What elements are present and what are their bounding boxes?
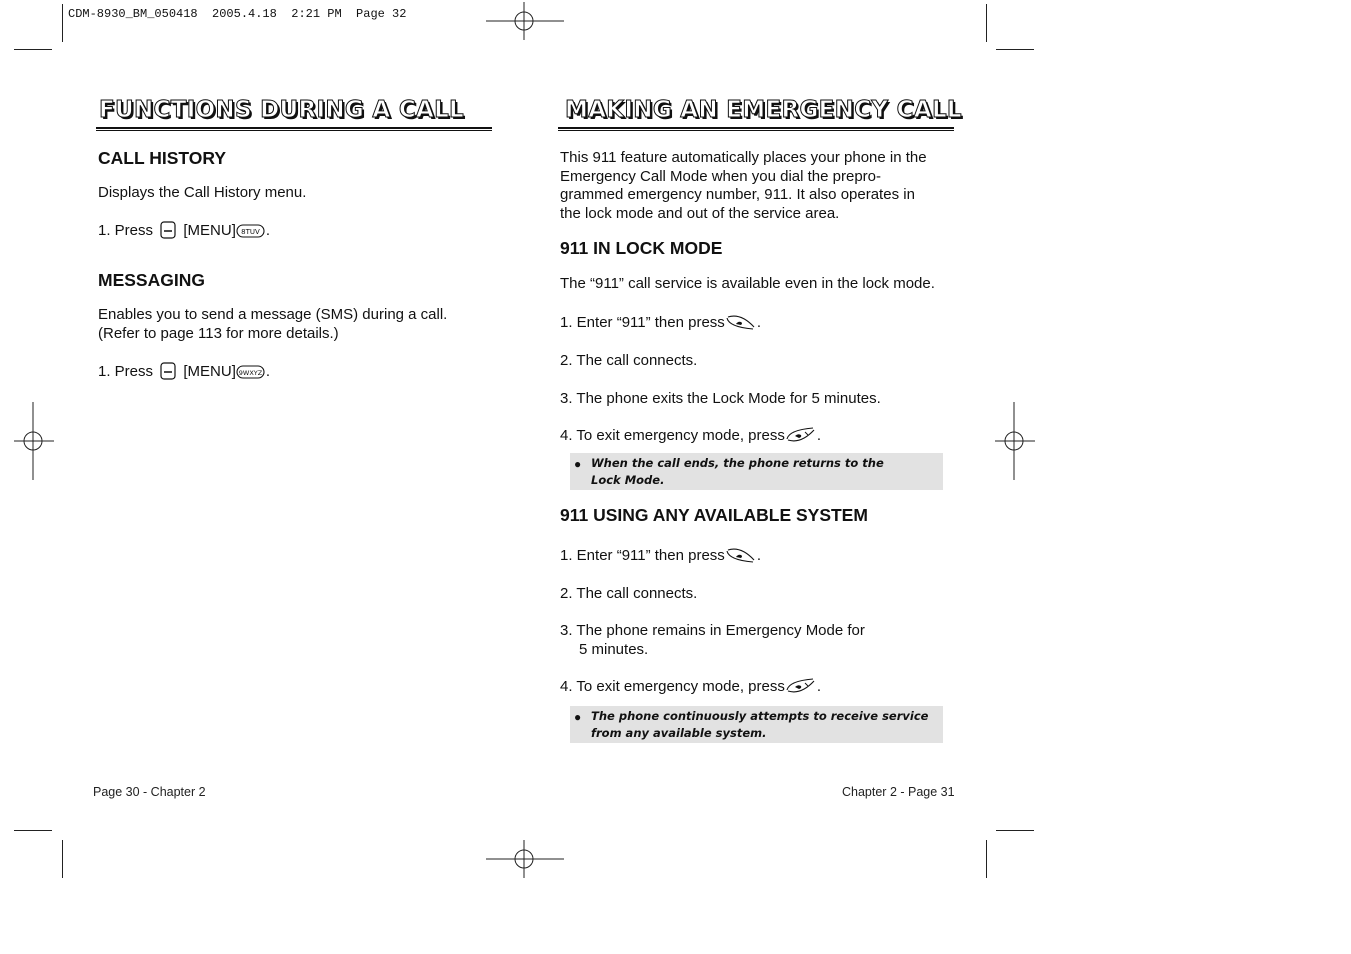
page-title: MAKING AN EMERGENCY CALL — [565, 97, 962, 123]
lock-mode-step-4 — [560, 426, 821, 445]
call-history-description: Displays the Call History menu. — [98, 184, 307, 201]
key-9-wxyz-icon — [236, 364, 266, 380]
any-system-step-3 — [560, 621, 865, 659]
intro-line: Emergency Call Mode when you dial the prepro- — [560, 167, 881, 185]
step-suffix: . — [816, 678, 822, 695]
soft-key-icon — [157, 221, 179, 239]
page-title: FUNCTIONS DURING A CALL — [99, 97, 465, 123]
step-text: 4. To exit emergency mode, press — [560, 678, 785, 695]
page-footer: Page 30 - Chapter 2 — [93, 785, 206, 799]
print-slug: CDM-8930_BM_050418 2005.4.18 2:21 PM Page 32 — [68, 7, 407, 21]
registration-mark-icon — [995, 402, 1035, 480]
svg-text:8TUV: 8TUV — [241, 228, 260, 236]
crop-mark — [996, 830, 1034, 831]
registration-mark-icon — [14, 402, 54, 480]
step-line: 3. The phone remains in Emergency Mode for — [560, 622, 865, 639]
crop-mark — [986, 840, 987, 878]
any-system-heading: 911 USING ANY AVAILABLE SYSTEM — [560, 505, 868, 525]
soft-key-icon — [157, 362, 179, 380]
step-text: 1. Enter “911” then press — [560, 314, 725, 331]
messaging-step-1 — [98, 362, 270, 381]
note-line: The phone continuously attempts to receive service — [591, 709, 929, 723]
step-text: 1. Enter “911” then press — [560, 547, 725, 564]
intro-line: the lock mode and out of the service area. — [560, 205, 840, 223]
note-text — [591, 708, 928, 742]
step-suffix: . — [265, 222, 271, 239]
intro-line: This 911 feature automatically places your phone in the — [560, 149, 927, 166]
step-suffix: . — [265, 363, 271, 380]
call-history-step-1 — [98, 221, 270, 240]
step-suffix: . — [816, 427, 822, 444]
crop-mark — [986, 4, 987, 42]
key-8-tuv-icon — [236, 223, 266, 239]
lock-mode-heading: 911 IN LOCK MODE — [560, 238, 723, 258]
intro-paragraph — [560, 149, 927, 224]
bullet-icon: ● — [574, 457, 582, 471]
send-key-icon — [725, 546, 757, 564]
svg-text:9WXYZ: 9WXYZ — [238, 369, 263, 377]
lock-mode-step-2: 2. The call connects. — [560, 352, 698, 369]
crop-mark — [62, 840, 63, 878]
step-text: 4. To exit emergency mode, press — [560, 427, 785, 444]
crop-mark — [62, 4, 63, 42]
note-line: When the call ends, the phone returns to the — [591, 456, 884, 470]
crop-mark — [14, 49, 52, 50]
step-suffix: . — [756, 314, 761, 331]
registration-mark-icon — [486, 2, 564, 40]
note-line: Lock Mode. — [591, 473, 665, 487]
registration-mark-icon — [486, 840, 564, 878]
messaging-description-line-1: Enables you to send a message (SMS) during a call. — [98, 306, 448, 323]
lock-mode-description: The “911” call service is available even in the lock mode. — [560, 275, 935, 292]
lock-mode-note — [570, 453, 943, 490]
bullet-icon: ● — [574, 710, 582, 724]
any-system-step-4 — [560, 677, 821, 696]
crop-mark — [14, 830, 52, 831]
send-key-icon — [725, 313, 757, 331]
end-key-icon — [785, 677, 817, 695]
menu-label: [MENU] — [183, 222, 236, 239]
step-suffix: . — [756, 547, 761, 564]
title-underline — [96, 127, 492, 131]
lock-mode-step-1 — [560, 313, 761, 332]
messaging-heading: MESSAGING — [98, 270, 205, 290]
note-text — [591, 455, 884, 489]
end-key-icon — [785, 426, 817, 444]
step-line: 5 minutes. — [579, 641, 649, 658]
intro-line: grammed emergency number, 911. It also operates in — [560, 186, 915, 204]
crop-mark — [996, 49, 1034, 50]
step-prefix: 1. Press — [98, 222, 154, 239]
step-prefix: 1. Press — [98, 363, 154, 380]
any-system-step-2: 2. The call connects. — [560, 585, 698, 602]
lock-mode-step-3: 3. The phone exits the Lock Mode for 5 minutes. — [560, 390, 881, 407]
note-line: from any available system. — [591, 726, 767, 740]
call-history-heading: CALL HISTORY — [98, 148, 227, 168]
messaging-description-line-2: (Refer to page 113 for more details.) — [98, 325, 339, 342]
any-system-step-1 — [560, 546, 761, 565]
messaging-description — [98, 305, 447, 343]
menu-label: [MENU] — [183, 363, 236, 380]
title-underline — [558, 127, 954, 131]
any-system-note — [570, 706, 943, 743]
page-footer: Chapter 2 - Page 31 — [842, 785, 955, 799]
